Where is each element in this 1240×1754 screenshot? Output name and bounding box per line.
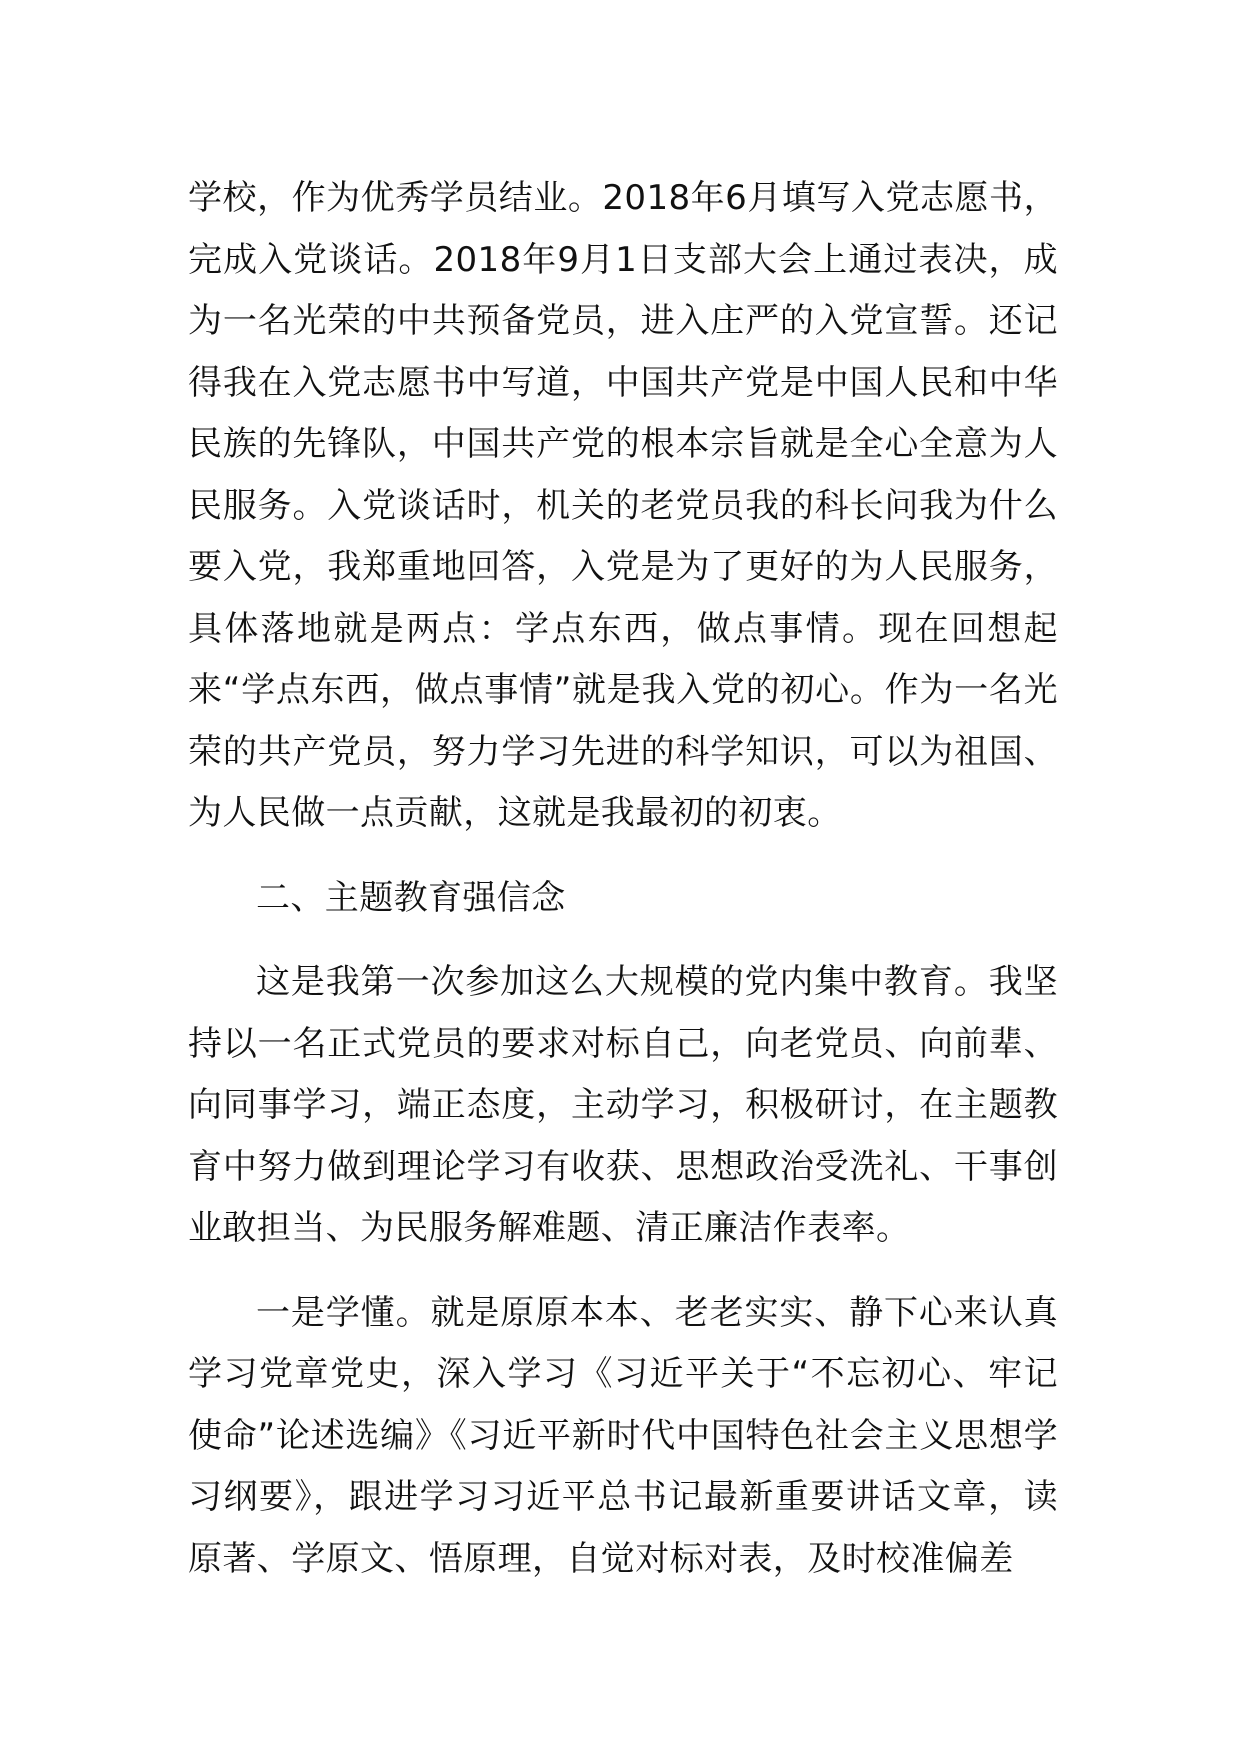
document-body <box>188 168 1058 1590</box>
paragraph-continuation: 学校，作为优秀学员结业。2018年6月填写入党志愿书，完成入党谈话。2018年9月1日支部大会上通过表决，成为一名光荣的中共预备党员，进入庄严的入党宣誓。还记得我在入党志愿书中写道，中国共产党是中国人民和中华民族的先锋队，中国共产党的根本宗旨就是全心全意为人民服务。入党谈话时，机关的老党员我的科长问我为什么要入党，我郑重地回答，入党是为了更好的为人民服务，具体落地就是两点：学点东西，做点事情。现在回想起来“学点东西，做点事情”就是我入党的初心。作为一名光荣的共产党员，努力学习先进的科学知识，可以为祖国、为人民做一点贡献，这就是我最初的初衷。 <box>188 178 1058 833</box>
paragraph-learn-understand: 一是学懂。就是原原本本、老老实实、静下心来认真学习党章党史，深入学习《习近平关于“不忘初心、牢记使命”论述选编》《习近平新时代中国特色社会主义思想学习纲要》，跟进学习习近平总书记最新重要讲话文章，读原著、学原文、悟原理，自觉对标对表，及时校准偏差 <box>188 1292 1058 1579</box>
paragraph-thematic-education: 这是我第一次参加这么大规模的党内集中教育。我坚持以一名正式党员的要求对标自己，向老党员、向前辈、向同事学习，端正态度，主动学习，积极研讨，在主题教育中努力做到理论学习有收获、思想政治受洗礼、干事创业敢担当、为民服务解难题、清正廉洁作表率。 <box>188 962 1058 1248</box>
section-heading: 二、主题教育强信念 <box>256 877 566 918</box>
